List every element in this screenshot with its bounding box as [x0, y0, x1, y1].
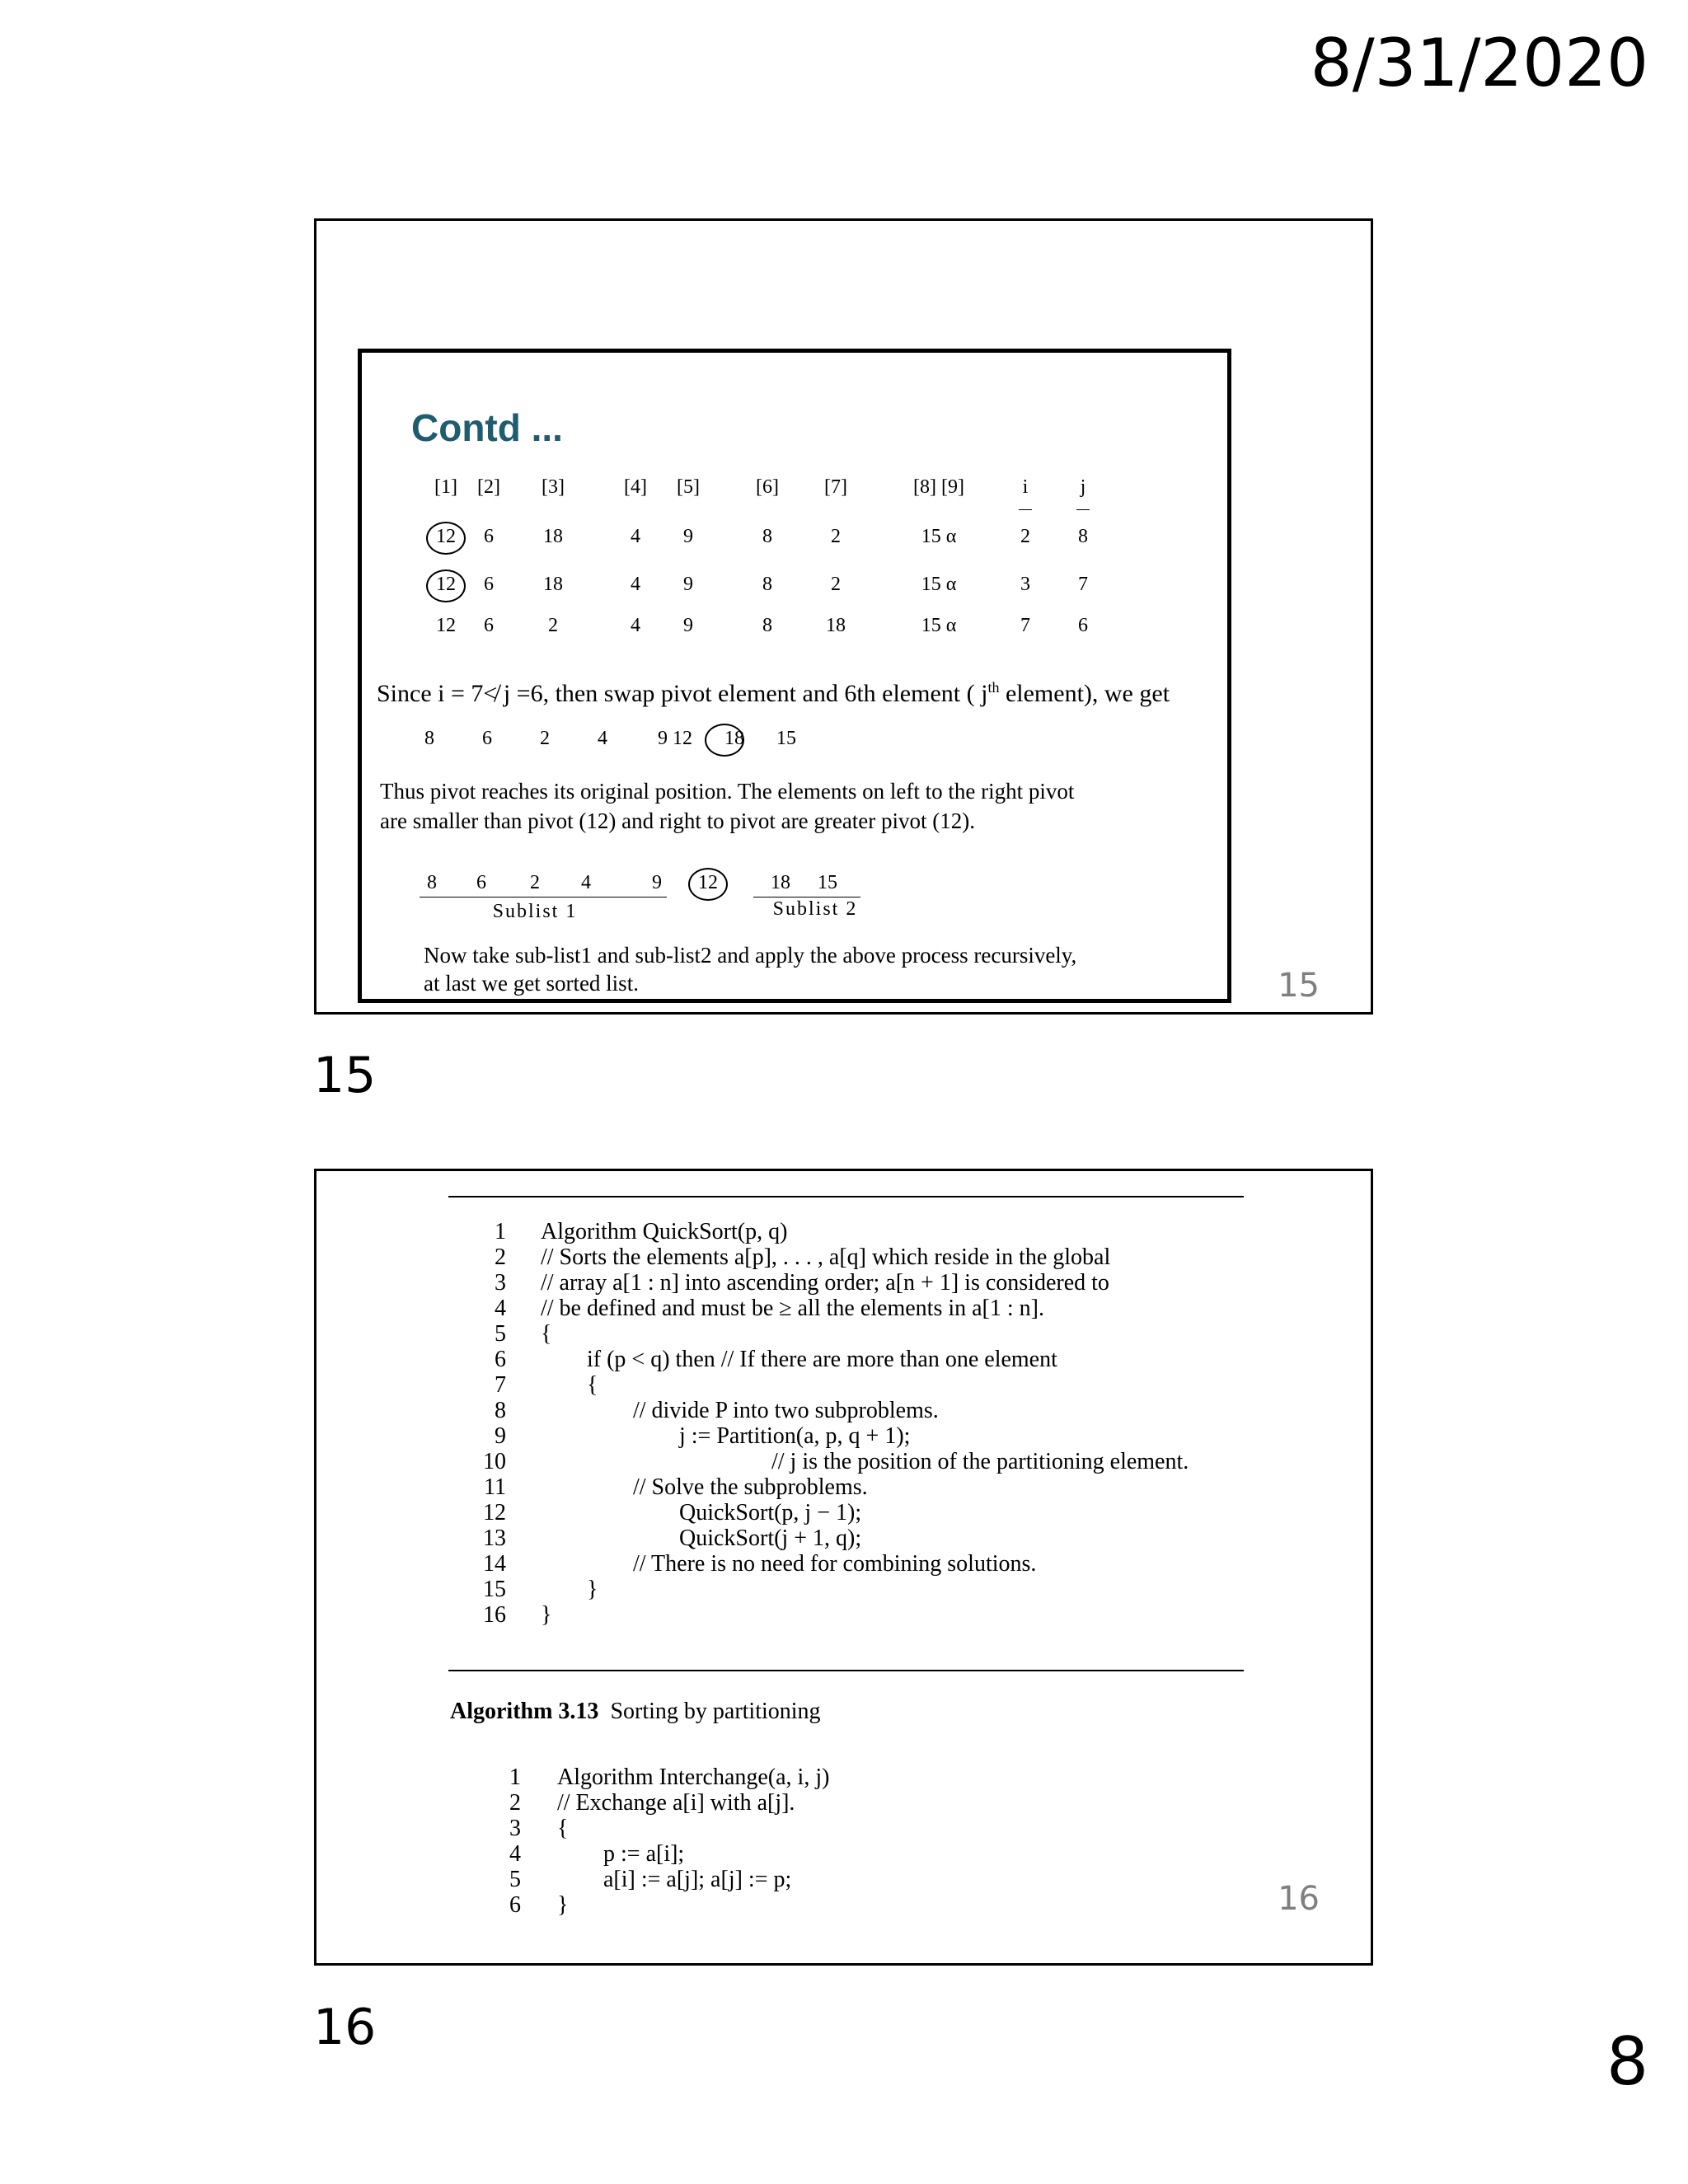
code-line: // Solve the subproblems. — [633, 1474, 868, 1500]
line-number: 5 — [495, 1321, 506, 1347]
code-line: a[i] := a[j]; a[j] := p; — [603, 1867, 792, 1892]
line-number: 4 — [495, 1296, 506, 1321]
code-line: // Sorts the elements a[p], . . . , a[q] which reside in the global — [541, 1244, 1111, 1270]
sublist1-underline — [420, 897, 667, 898]
line-number: 11 — [484, 1474, 506, 1500]
line-number: 1 — [495, 1219, 506, 1244]
table-cell: 18 — [543, 574, 563, 595]
recursion-note: Now take sub-list1 and sub-list2 and apply the above process recursively, at last we get sorted list. — [424, 943, 1077, 996]
line-number: 6 — [495, 1347, 506, 1372]
line-number: 16 — [483, 1602, 506, 1628]
table-header-cell: [3] — [542, 476, 565, 498]
line-number: 1 — [509, 1765, 521, 1790]
table-cell: 12 — [436, 526, 456, 547]
sublist-value: 4 — [581, 872, 591, 893]
slide-15 — [314, 218, 1373, 1015]
table-cell: 9 — [683, 615, 693, 636]
code-line: // be defined and must be ≥ all the elements in a[1 : n]. — [541, 1296, 1044, 1321]
slide-number: 16 — [1278, 1880, 1320, 1918]
line-number: 6 — [509, 1892, 521, 1918]
sublist-value: 2 — [530, 872, 540, 893]
table-cell: 12 — [436, 574, 456, 595]
line-number: 13 — [483, 1526, 506, 1551]
code-line: p := a[i]; — [603, 1841, 685, 1867]
swap-row-value: 15 — [776, 728, 796, 749]
table-cell: 15 α — [921, 574, 957, 595]
line-number: 2 — [509, 1790, 521, 1816]
page-number: 8 — [1606, 2023, 1648, 2100]
line-number: 2 — [495, 1244, 506, 1270]
code-line: if (p < q) then // If there are more than one element — [587, 1347, 1057, 1372]
line-number: 10 — [483, 1449, 506, 1474]
swap-row-value: 18 — [724, 728, 744, 749]
line-number: 14 — [483, 1551, 506, 1577]
table-cell: 4 — [631, 526, 640, 547]
table-cell: 6 — [484, 526, 494, 547]
slide-number: 15 — [1278, 967, 1320, 1005]
since-statement: Since i = 7≮ j =6, then swap pivot element and 6th element ( $j^{th}$ element), we get — [377, 679, 1170, 707]
table-cell: 18 — [826, 615, 846, 636]
line-number: 9 — [495, 1423, 506, 1449]
table-cell: 9 — [683, 526, 693, 547]
sublist-value: 9 — [652, 872, 662, 893]
line-number: 3 — [509, 1816, 521, 1841]
code-line: { — [557, 1816, 569, 1841]
code-line: QuickSort(j + 1, q); — [679, 1526, 862, 1551]
table-cell: 6 — [1078, 615, 1088, 636]
line-number: 5 — [509, 1867, 521, 1892]
table-header-cell: [2] — [477, 476, 500, 498]
table-header-cell: [7] — [824, 476, 847, 498]
table-header-cell: i — [1022, 476, 1029, 498]
table-cell: 8 — [762, 526, 772, 547]
pivot-explanation: Thus pivot reaches its original position. The elements on left to the right pivot are smaller than pivot (12) and right to pivot are greater pivot (12). — [380, 779, 1075, 833]
swap-row-value: 9 12 — [658, 728, 692, 749]
table-cell: 8 — [762, 574, 772, 595]
code-line: Algorithm Interchange(a, i, j) — [557, 1765, 830, 1790]
bottom-rule — [448, 1670, 1244, 1671]
slide-15-content-frame — [358, 349, 1231, 1003]
code-line: } — [557, 1892, 569, 1918]
pivot-value: 12 — [698, 872, 718, 893]
top-rule — [448, 1196, 1244, 1197]
table-cell: 4 — [631, 615, 640, 636]
table-cell: 3 — [1020, 574, 1030, 595]
table-cell: 6 — [484, 574, 494, 595]
line-number: 8 — [495, 1398, 506, 1423]
line-number: 4 — [509, 1841, 521, 1867]
code-line: // array a[1 : n] into ascending order; a[n + 1] is considered to — [541, 1270, 1109, 1296]
table-header-cell: j — [1080, 476, 1086, 498]
code-line: // j is the position of the partitioning element. — [771, 1449, 1189, 1474]
table-cell: 7 — [1020, 615, 1030, 636]
sublist-value: 6 — [476, 872, 486, 893]
pivot-circle — [705, 724, 744, 757]
sublist-value: 15 — [818, 872, 837, 893]
table-cell: 6 — [484, 615, 494, 636]
table-cell: 2 — [831, 526, 841, 547]
line-number: 15 — [483, 1577, 506, 1602]
line-number: 7 — [495, 1372, 506, 1398]
index-underline — [1019, 509, 1032, 510]
code-line: { — [541, 1321, 552, 1347]
table-cell: 2 — [548, 615, 558, 636]
code-line: QuickSort(p, j − 1); — [679, 1500, 862, 1526]
table-cell: 7 — [1078, 574, 1088, 595]
code-line: // divide P into two subproblems. — [633, 1398, 939, 1423]
table-header-cell: [1] — [434, 476, 457, 498]
table-cell: 15 α — [921, 526, 957, 547]
table-header-cell: [8] [9] — [913, 476, 964, 498]
line-number: 3 — [495, 1270, 506, 1296]
code-line: j := Partition(a, p, q + 1); — [679, 1423, 911, 1449]
sublist-value: 8 — [427, 872, 437, 893]
table-header-cell: [5] — [677, 476, 700, 498]
pivot-circle — [426, 522, 466, 555]
swap-row-value: 8 — [424, 728, 434, 749]
table-cell: 8 — [762, 615, 772, 636]
slide-caption-15: 15 — [313, 1047, 377, 1104]
sublist-value: 18 — [771, 872, 790, 893]
pivot-circle — [688, 868, 728, 901]
sublist2-underline — [753, 897, 860, 898]
table-cell: 2 — [831, 574, 841, 595]
table-header-cell: [6] — [756, 476, 779, 498]
index-underline — [1076, 509, 1090, 510]
algorithm-caption: Algorithm 3.13 Sorting by partitioning — [450, 1699, 821, 1724]
code-line: { — [587, 1372, 598, 1398]
sublist1-label: Sublist 1 — [492, 901, 578, 922]
swap-row-value: 6 — [482, 728, 492, 749]
table-cell: 2 — [1020, 526, 1030, 547]
slide-title: Contd ... — [411, 406, 563, 449]
code-line: } — [541, 1602, 552, 1628]
table-cell: 12 — [436, 615, 456, 636]
code-line: // There is no need for combining solutions. — [633, 1551, 1037, 1577]
slide-16 — [314, 1169, 1373, 1966]
print-date: 8/31/2020 — [1310, 25, 1648, 101]
pivot-circle — [426, 569, 466, 602]
code-line: } — [587, 1577, 598, 1602]
code-line: // Exchange a[i] with a[j]. — [557, 1790, 795, 1816]
table-cell: 9 — [683, 574, 693, 595]
swap-row-value: 4 — [598, 728, 607, 749]
table-cell: 8 — [1078, 526, 1088, 547]
table-header-cell: [4] — [624, 476, 647, 498]
slide-caption-16: 16 — [313, 1999, 377, 2056]
swap-row-value: 2 — [540, 728, 550, 749]
line-number: 12 — [483, 1500, 506, 1526]
sublist2-label: Sublist 2 — [772, 898, 858, 920]
table-cell: 15 α — [921, 615, 957, 636]
code-line: Algorithm QuickSort(p, q) — [541, 1219, 788, 1244]
table-cell: 18 — [543, 526, 563, 547]
table-cell: 4 — [631, 574, 640, 595]
